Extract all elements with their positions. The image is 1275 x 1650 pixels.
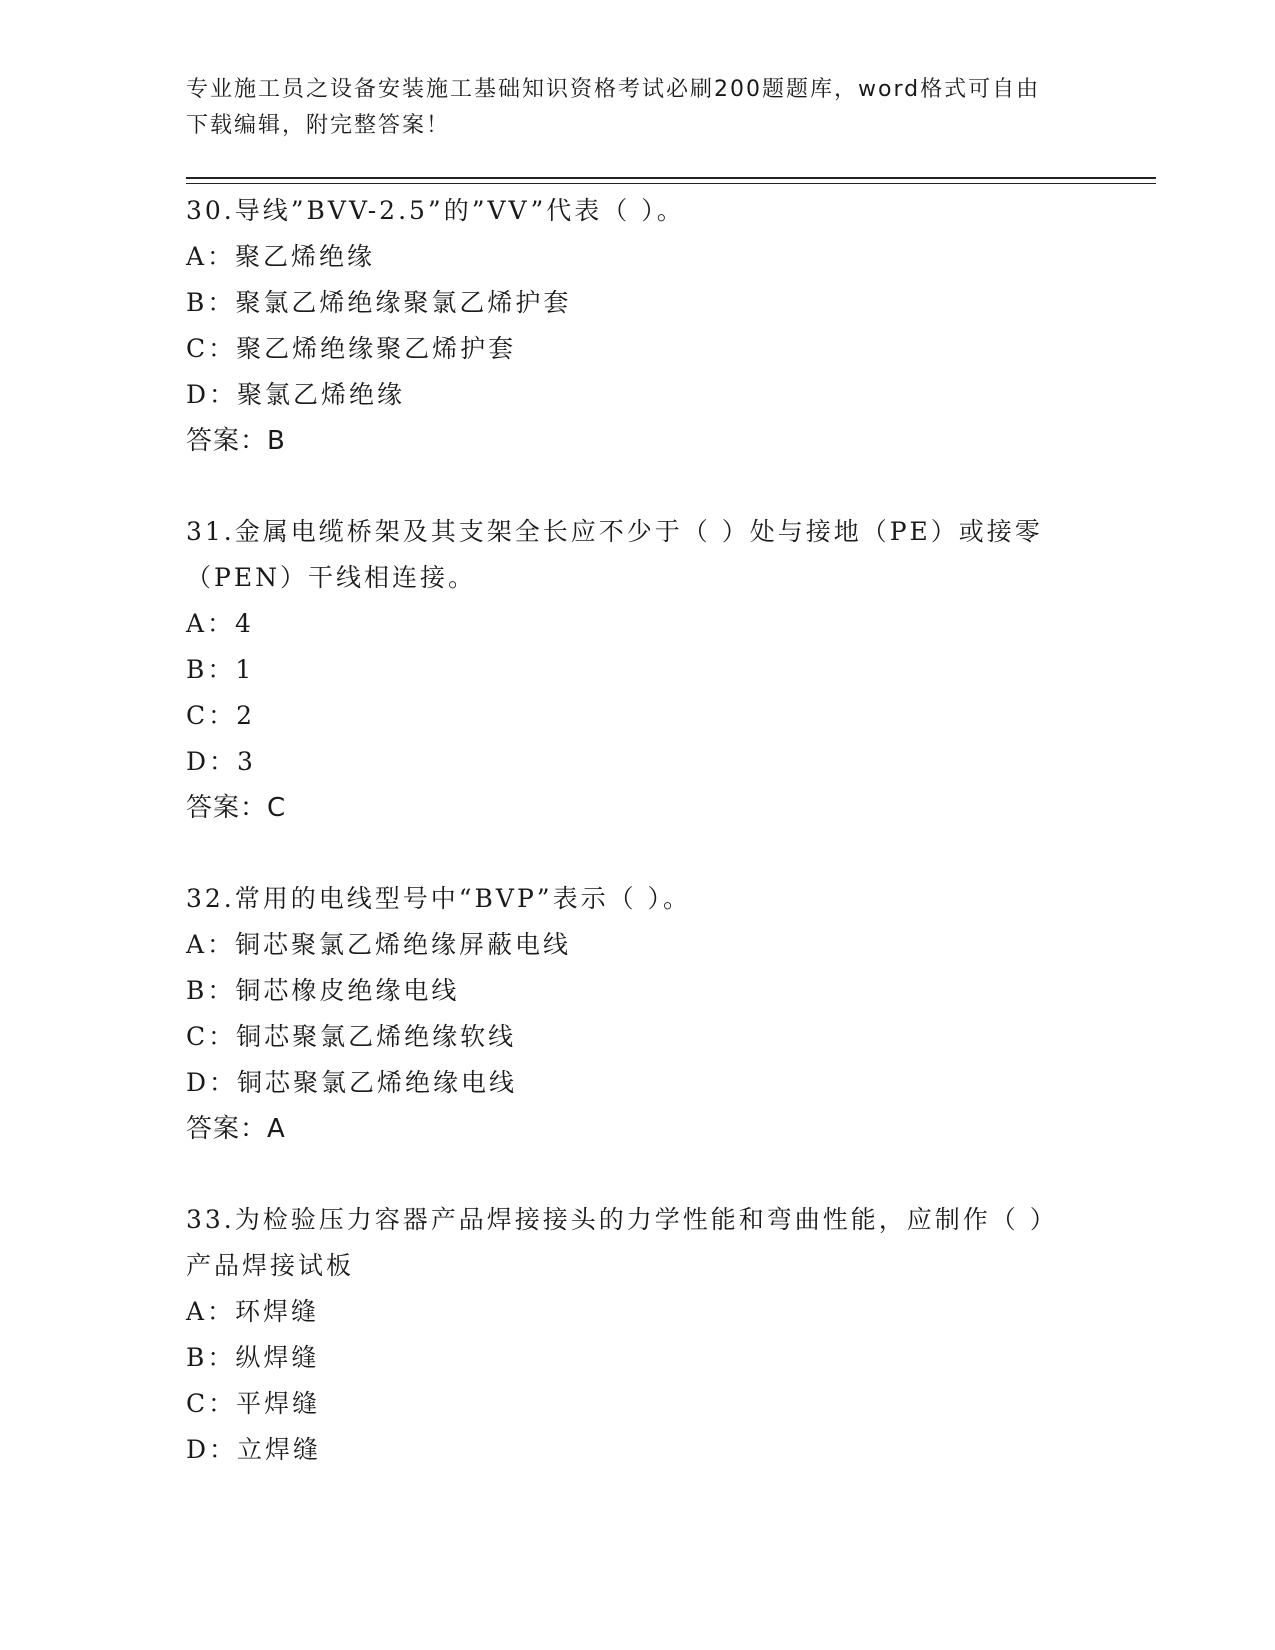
- option-d: D：铜芯聚氯乙烯绝缘电线: [186, 1068, 518, 1097]
- question-text: 33.为检验压力容器产品焊接接头的力学性能和弯曲性能，应制作（ ）产品焊接试板: [186, 1205, 1058, 1280]
- option-c: C：平焊缝: [186, 1389, 321, 1418]
- question-32: [186, 876, 1066, 1152]
- option-a: A：聚乙烯绝缘: [186, 242, 376, 271]
- document-header: [186, 72, 1086, 144]
- option-b: B：1: [186, 655, 255, 684]
- question-text: 31.金属电缆桥架及其支架全长应不少于（ ）处与接地（PE）或接零（PEN）干线相连接。: [186, 517, 1043, 592]
- question-33: [186, 1197, 1066, 1473]
- question-text: 30.导线”BVV-2.5”的”VV”代表（ ）。: [186, 196, 685, 225]
- question-31: [186, 509, 1066, 831]
- option-c: C：2: [186, 701, 256, 730]
- option-b: B：聚氯乙烯绝缘聚氯乙烯护套: [186, 288, 572, 317]
- question-30: [186, 188, 1066, 464]
- header-line-1: 专业施工员之设备安装施工基础知识资格考试必刷200题题库，word格式可自由: [186, 77, 1041, 102]
- header-line-2: 下载编辑，附完整答案！: [186, 113, 451, 138]
- question-text: 32.常用的电线型号中“BVP”表示（ ）。: [186, 884, 692, 913]
- option-d: D：3: [186, 747, 256, 776]
- answer: 答案：C: [186, 793, 287, 823]
- header-divider-thin: [186, 183, 1156, 184]
- header-divider-thick: [186, 177, 1156, 179]
- answer: 答案：A: [186, 1114, 286, 1144]
- option-d: D：聚氯乙烯绝缘: [186, 380, 406, 409]
- option-a: A：4: [186, 609, 254, 638]
- option-a: A：铜芯聚氯乙烯绝缘屏蔽电线: [186, 930, 572, 959]
- answer: 答案：B: [186, 426, 286, 456]
- option-c: C：铜芯聚氯乙烯绝缘软线: [186, 1022, 517, 1051]
- option-b: B：铜芯橡皮绝缘电线: [186, 976, 460, 1005]
- option-a: A：环焊缝: [186, 1297, 320, 1326]
- question-list: [186, 188, 1066, 1518]
- option-d: D：立焊缝: [186, 1435, 322, 1464]
- option-b: B：纵焊缝: [186, 1343, 320, 1372]
- option-c: C：聚乙烯绝缘聚乙烯护套: [186, 334, 517, 363]
